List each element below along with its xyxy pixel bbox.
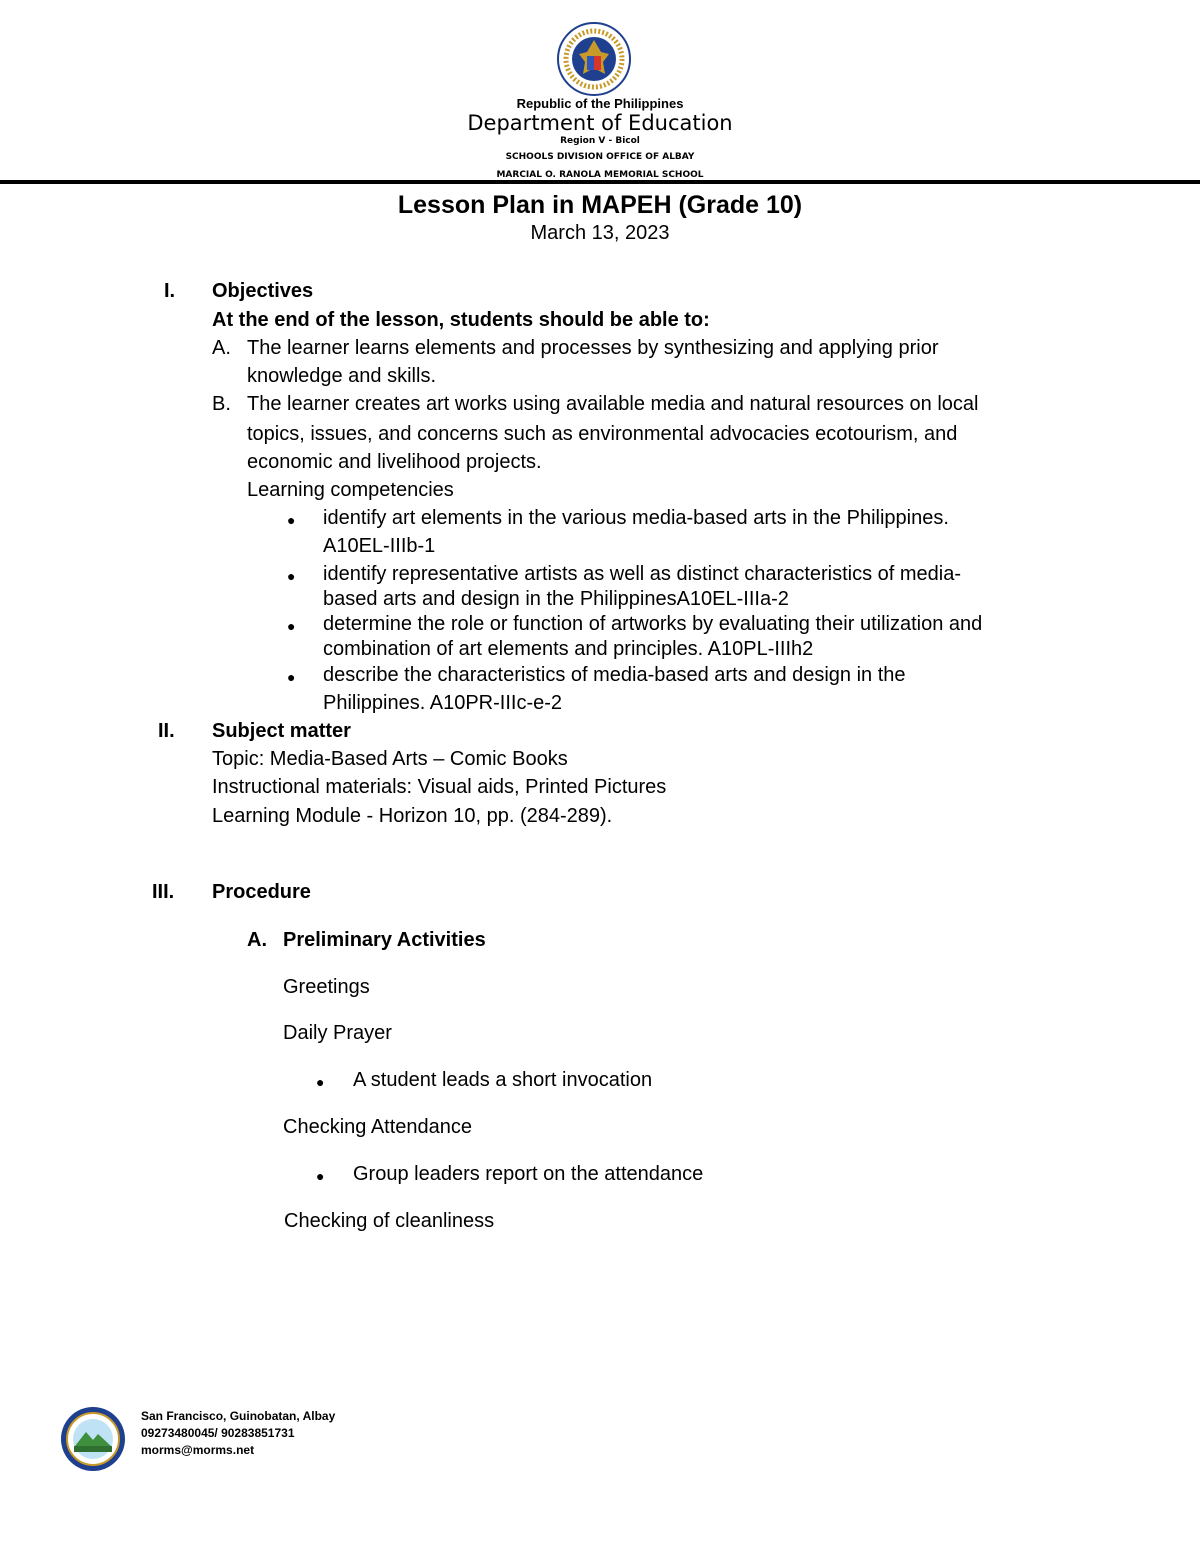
objective-a-line: knowledge and skills.: [247, 365, 436, 387]
objectives-intro: At the end of the lesson, students should be able to:: [212, 309, 710, 331]
cleanliness-item: Checking of cleanliness: [284, 1210, 495, 1232]
procedure-heading: Procedure: [212, 881, 311, 903]
objective-a-line: The learner learns elements and processes by synthesizing and applying prior: [247, 337, 939, 359]
competencies-label: Learning competencies: [247, 479, 454, 501]
objective-b-letter: B.: [212, 393, 231, 415]
republic-label: Republic of the Philippines: [516, 96, 684, 111]
objective-a-letter: A.: [212, 337, 231, 359]
bullet-icon: ●: [287, 618, 296, 634]
greetings-item: Greetings: [283, 976, 370, 998]
competency-line: identify representative artists as well as distinct characteristics of media-: [323, 563, 962, 585]
bullet-icon: ●: [287, 669, 296, 685]
attendance-detail: Group leaders report on the attendance: [353, 1163, 704, 1185]
bullet-icon: ●: [287, 512, 296, 528]
subject-materials: Instructional materials: Visual aids, Printed Pictures: [212, 776, 667, 798]
objectives-numeral: I.: [164, 280, 176, 302]
bullet-icon: ●: [316, 1074, 325, 1090]
competency-line: combination of art elements and principles. A10PL-IIIh2: [323, 638, 814, 660]
prayer-detail: A student leads a short invocation: [353, 1069, 653, 1091]
region-label: Region V - Bicol: [560, 136, 640, 146]
preliminary-heading: Preliminary Activities: [283, 929, 486, 951]
deped-seal-icon: [557, 22, 631, 96]
school-label: MARCIAL O. RAÑOLA MEMORIAL SCHOOL: [496, 170, 704, 180]
competency-line: determine the role or function of artworks by evaluating their utilization and: [323, 613, 983, 635]
objectives-heading: Objectives: [212, 280, 314, 302]
objective-b-line: The learner creates art works using available media and natural resources on local: [247, 393, 979, 415]
objective-b-line: topics, issues, and concerns such as environmental advocacies ecotourism, and: [247, 423, 958, 445]
competency-line: describe the characteristics of media-based arts and design in the: [323, 664, 906, 686]
competency-line: Philippines. A10PR-IIIc-e-2: [323, 692, 563, 714]
subject-numeral: II.: [158, 720, 175, 742]
objective-b-line: economic and livelihood projects.: [247, 451, 542, 473]
competency-line: identify art elements in the various media-based arts in the Philippines.: [323, 507, 949, 529]
competency-line: based arts and design in the PhilippinesA10EL-IIIa-2: [323, 588, 789, 610]
bullet-icon: ●: [316, 1168, 325, 1184]
prayer-item: Daily Prayer: [283, 1022, 392, 1044]
bullet-icon: ●: [287, 568, 296, 584]
school-logo-icon: [60, 1406, 126, 1472]
subject-topic: Topic: Media-Based Arts – Comic Books: [212, 748, 568, 770]
lesson-date: March 13, 2023: [530, 222, 670, 244]
subject-heading: Subject matter: [212, 720, 351, 742]
procedure-numeral: III.: [152, 881, 175, 903]
footer-email: morms@morms.net: [141, 1443, 255, 1457]
preliminary-letter: A.: [247, 929, 267, 951]
header-divider: [0, 180, 1200, 184]
footer-address: San Francisco, Guinobatan, Albay: [141, 1409, 336, 1423]
footer-phone: 09273480045/ 90283851731: [141, 1426, 295, 1440]
department-label: Department of Education: [467, 111, 733, 135]
page-title: Lesson Plan in MAPEH (Grade 10): [397, 191, 803, 219]
attendance-item: Checking Attendance: [283, 1116, 473, 1138]
subject-module: Learning Module - Horizon 10, pp. (284-289).: [212, 805, 613, 827]
competency-line: A10EL-IIIb-1: [323, 535, 436, 557]
division-label: SCHOOLS DIVISION OFFICE OF ALBAY: [505, 152, 695, 162]
